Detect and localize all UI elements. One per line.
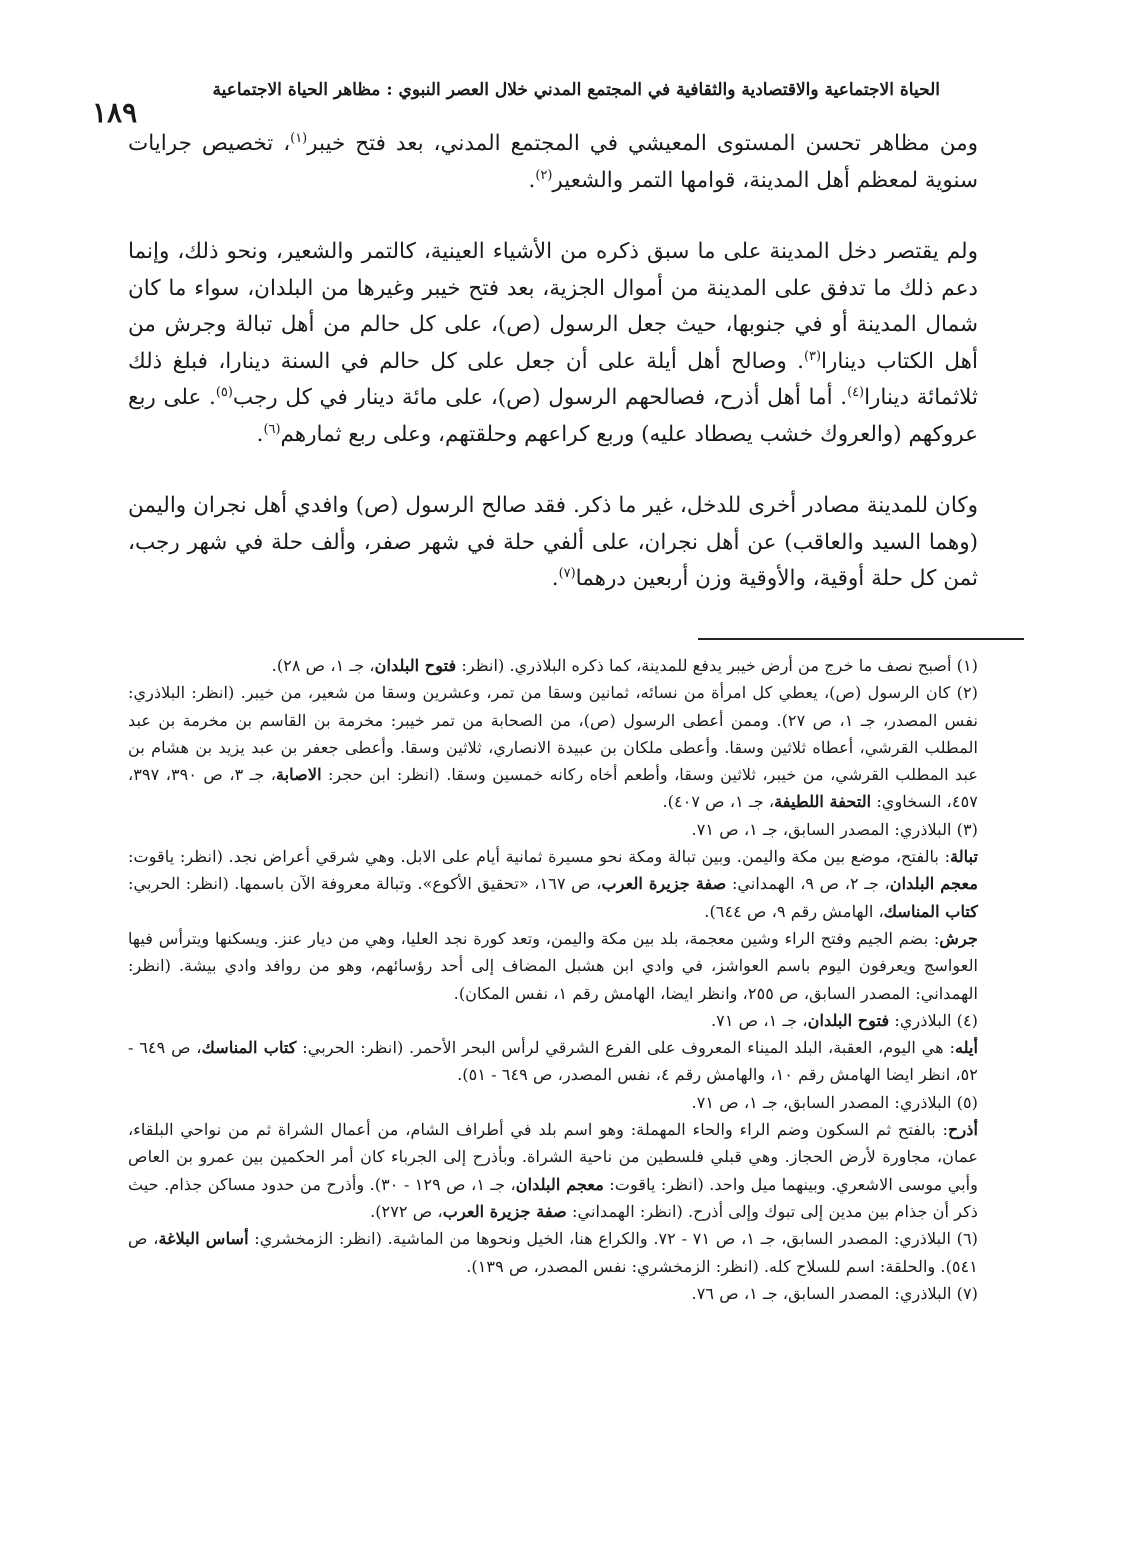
note-tabala-book-2: صفة جزيرة العرب <box>601 874 727 894</box>
footnote-5: (٥) البلاذري: المصدر السابق، جـ ١، ص ٧١. <box>691 1092 978 1112</box>
note-adhruh-book-2: صفة جزيرة العرب <box>442 1201 567 1221</box>
footnote-2 <box>128 679 978 815</box>
footnote-ref-2: (٢) <box>535 167 553 183</box>
footnote-4-book-title: فتوح البلدان <box>807 1010 890 1030</box>
footnote-ref-7: (٧) <box>558 565 576 581</box>
footnote-ref-4: (٤) <box>847 384 865 400</box>
paragraph-2 <box>128 234 978 453</box>
footnote-6-book-title: أساس البلاغة <box>158 1229 249 1249</box>
paragraph-2-text-c: . أما أهل أذرح، فصالحهم الرسول (ص)، على مائة دينار في كل رجب <box>232 385 848 410</box>
note-jurash <box>128 925 978 1007</box>
note-tabala-title: تبالة <box>950 847 978 867</box>
note-jurash-title: جرش <box>939 928 978 948</box>
paragraph-2-text-e: . <box>256 421 264 447</box>
footnote-3: (٣) البلاذري: المصدر السابق، جـ ١، ص ٧١. <box>691 819 978 839</box>
note-ayla-text-a: : هي اليوم، العقبة، البلد الميناء المعروف على الفرع الشرقي لرأس البحر الأحمر. (انظر: الحربي: <box>296 1038 955 1058</box>
note-tabala-text-d: ، الهامش رقم ٩، ص ٦٤٤). <box>704 901 884 921</box>
note-ayla-text-b: ، ص ٦٤٩ - ٥٢، انظر ايضا الهامش رقم ١٠، والهامش رقم ٤، نفس المصدر، ص ٦٤٩ - ٥١). <box>128 1038 978 1085</box>
main-text <box>128 126 978 633</box>
note-tabala-text-c: ، ص ١٦٧، «تحقيق الأكوع». وتبالة معروفة الآن باسمها. (انظر: الحربي: <box>128 874 602 894</box>
footnote-ref-5: (٥) <box>215 384 233 400</box>
footnote-2-text-b: ، جـ ٣، ص ٣٩٠، ٣٩٧، ٤٥٧، السخاوي: <box>128 765 978 812</box>
note-tabala-text-a: : بالفتح، موضع بين مكة واليمن. وبين تبالة ومكة نحو مسيرة ثمانية أيام على الابل. وهي شرقي أعراض نجد. (انظر: ياقوت: <box>128 847 951 867</box>
footnote-2-text-a: (٢) كان الرسول (ص)، يعطي كل امرأة من نسائه، ثمانين وسقا من تمر، وعشرين وسقا من شعير، من خيبر. (انظر: البلاذري: نفس المصدر، جـ ١، ص ٢٧). وممن أعطى الرسول (ص)، من الصحابة من تمر خيبر: مخرمة بن القاسم بن مخرمة بن عبد المطلب القرشي، أعطاه ثلاثين وسقا. وأعطى ملكان بن عبيدة الانصاري، ثلاثين وسقا. وأعطى جعفر بن عبد يزيد بن هشام بن عبد المطلب القرشي، من خيبر، ثلاثين وسقا، وأطعم أخاه ركانه خمسين وسقا. (انظر: ابن حجر: <box>128 683 979 785</box>
footnote-ref-6: (٦) <box>263 421 281 437</box>
footnote-4-text-a: (٤) البلاذري: <box>889 1010 978 1030</box>
paragraph-1-text-b: ، تخصيص جرايات سنوية لمعظم أهل المدينة، قوامها التمر والشعير <box>128 131 978 193</box>
note-tabala-book-1: معجم البلدان <box>889 874 978 894</box>
paragraph-1-text-a: ومن مظاهر تحسن المستوى المعيشي في المجتمع المدني، بعد فتح خيبر <box>307 131 978 156</box>
paragraph-1-text-c: . <box>528 167 536 193</box>
paragraph-3-text-a: وكان للمدينة مصادر أخرى للدخل، غير ما ذكر. فقد صالح الرسول (ص) وافدي أهل نجران واليمن (وهما السيد والعاقب) عن أهل نجران، على ألفي حلة في شهر صفر، وألف حلة في شهر رجب، ثمن كل حلة أوقية، والأوقية وزن أربعين درهما <box>128 493 978 591</box>
note-adhruh-title: أذرح <box>948 1120 978 1140</box>
note-tabala <box>128 843 978 925</box>
paragraph-2-text-b: . وصالح أهل أيلة على أن جعل على كل حالم في السنة دينارا، فبلغ ذلك ثلاثمائة دينارا <box>128 348 978 410</box>
footnotes <box>128 652 978 1307</box>
footnote-6 <box>128 1225 978 1280</box>
footnote-4 <box>128 1007 978 1034</box>
note-adhruh <box>128 1116 978 1225</box>
footnote-separator <box>698 638 1024 640</box>
running-header: الحياة الاجتماعية والاقتصادية والثقافية في المجتمع المدني خلال العصر النبوي : مظاهر الحياة الاجتماعية <box>212 80 940 100</box>
footnote-7: (٧) البلاذري: المصدر السابق، جـ ١، ص ٧٦. <box>691 1283 978 1303</box>
paragraph-3 <box>128 488 978 598</box>
note-jurash-text: : بضم الجيم وفتح الراء وشين معجمة، بلد بين مكة واليمن، وتعد كورة نجد العليا، وهي من ديار عنز. ويسكنها ويترأس فيها العواسج ويعرفون اليوم باسم العواشز، في وادي ابن هشبل المضاف إلى أحد رؤسائهم، وهو من روافد وادي بيشة. (انظر: الهمداني: المصدر السابق، ص ٢٥٥، وانظر ايضا، الهامش رقم ١، نفس المكان). <box>128 928 978 1003</box>
note-adhruh-text-b: ، جـ ١، ص ١٢٩ - ٣٠). وأذرح من حدود مساكن جذام. حيث ذكر أن جذام بين مدين إلى تبوك وإلى أذرح. (انظر: الهمداني: <box>128 1174 978 1221</box>
paragraph-2-text-a: ولم يقتصر دخل المدينة على ما سبق ذكره من الأشياء العينية، كالتمر والشعير، ونحو ذلك، وإنما دعم ذلك ما تدفق على المدينة من أموال الجزية، بعد فتح خيبر وغيرها من البلدان، سواء ما كان شمال المدينة أو في جنوبها، حيث جعل الرسول (ص)، على كل حالم من أهل تبالة وجرش من أهل الكتاب دينارا <box>128 239 978 374</box>
footnote-4-text-b: ، جـ ١، ص ٧١. <box>710 1010 808 1030</box>
paragraph-1 <box>128 126 978 199</box>
footnote-2-book-title-2: التحفة اللطيفة <box>774 792 872 812</box>
paragraph-3-text-b: . <box>551 566 559 591</box>
footnote-1-text-b: ، جـ ١، ص ٢٨). <box>271 656 375 675</box>
note-ayla-title: أيله <box>954 1038 978 1058</box>
footnote-2-book-title-1: الاصابة <box>276 765 322 785</box>
note-tabala-text-b: ، جـ ٢، ص ٩، الهمداني: <box>726 874 890 894</box>
page-number: ١٨٩ <box>92 96 138 129</box>
footnote-1 <box>128 652 978 679</box>
note-adhruh-book-1: معجم البلدان <box>515 1174 604 1194</box>
note-tabala-book-3: كتاب المناسك <box>883 901 978 921</box>
footnote-ref-1: (١) <box>290 130 308 146</box>
footnote-ref-3: (٣) <box>804 348 821 364</box>
footnote-1-book-title: فتوح البلدان <box>374 656 457 675</box>
note-ayla-book-title: كتاب المناسك <box>201 1038 297 1058</box>
footnote-2-text-c: ، جـ ١، ص ٤٠٧). <box>662 792 775 812</box>
note-adhruh-text-a: : بالفتح ثم السكون وضم الراء والحاء المهملة: وهو اسم بلد في أطراف الشام، من أعمال الشراة ثم من نواحي البلقاء، عمان، مجاورة لأرض الحجاز. وهي قبلي فلسطين من ناحية الشراة. وبأذرح إلى الجرباء كان أمر الحكمين بين عمرو بن العاص وأبي موسى الاشعري. وبينهما ميل واحد. (انظر: ياقوت: <box>128 1120 979 1194</box>
note-adhruh-text-c: ، ص ٢٧٢). <box>370 1201 443 1221</box>
footnote-1-text-a: (١) أصبح نصف ما خرج من أرض خيبر يدفع للمدينة، كما ذكره البلاذري. (انظر: <box>456 656 978 675</box>
note-ayla <box>128 1034 978 1089</box>
footnote-6-text-a: (٦) البلاذري: المصدر السابق، جـ ١، ص ٧١ - ٧٢. والكراع هنا، الخيل ونحوها من الماشية. (انظر: الزمخشري: <box>248 1229 978 1249</box>
footnote-6-text-b: ، ص ٥٤١). والحلقة: اسم للسلاح كله. (انظر: الزمخشري: نفس المصدر، ص ١٣٩). <box>128 1229 978 1276</box>
paragraph-2-text-d: . على ربع عروكهم (والعروك خشب يصطاد عليه) وربع كراعهم وحلقتهم، وعلى ربع ثمارهم <box>128 385 978 447</box>
